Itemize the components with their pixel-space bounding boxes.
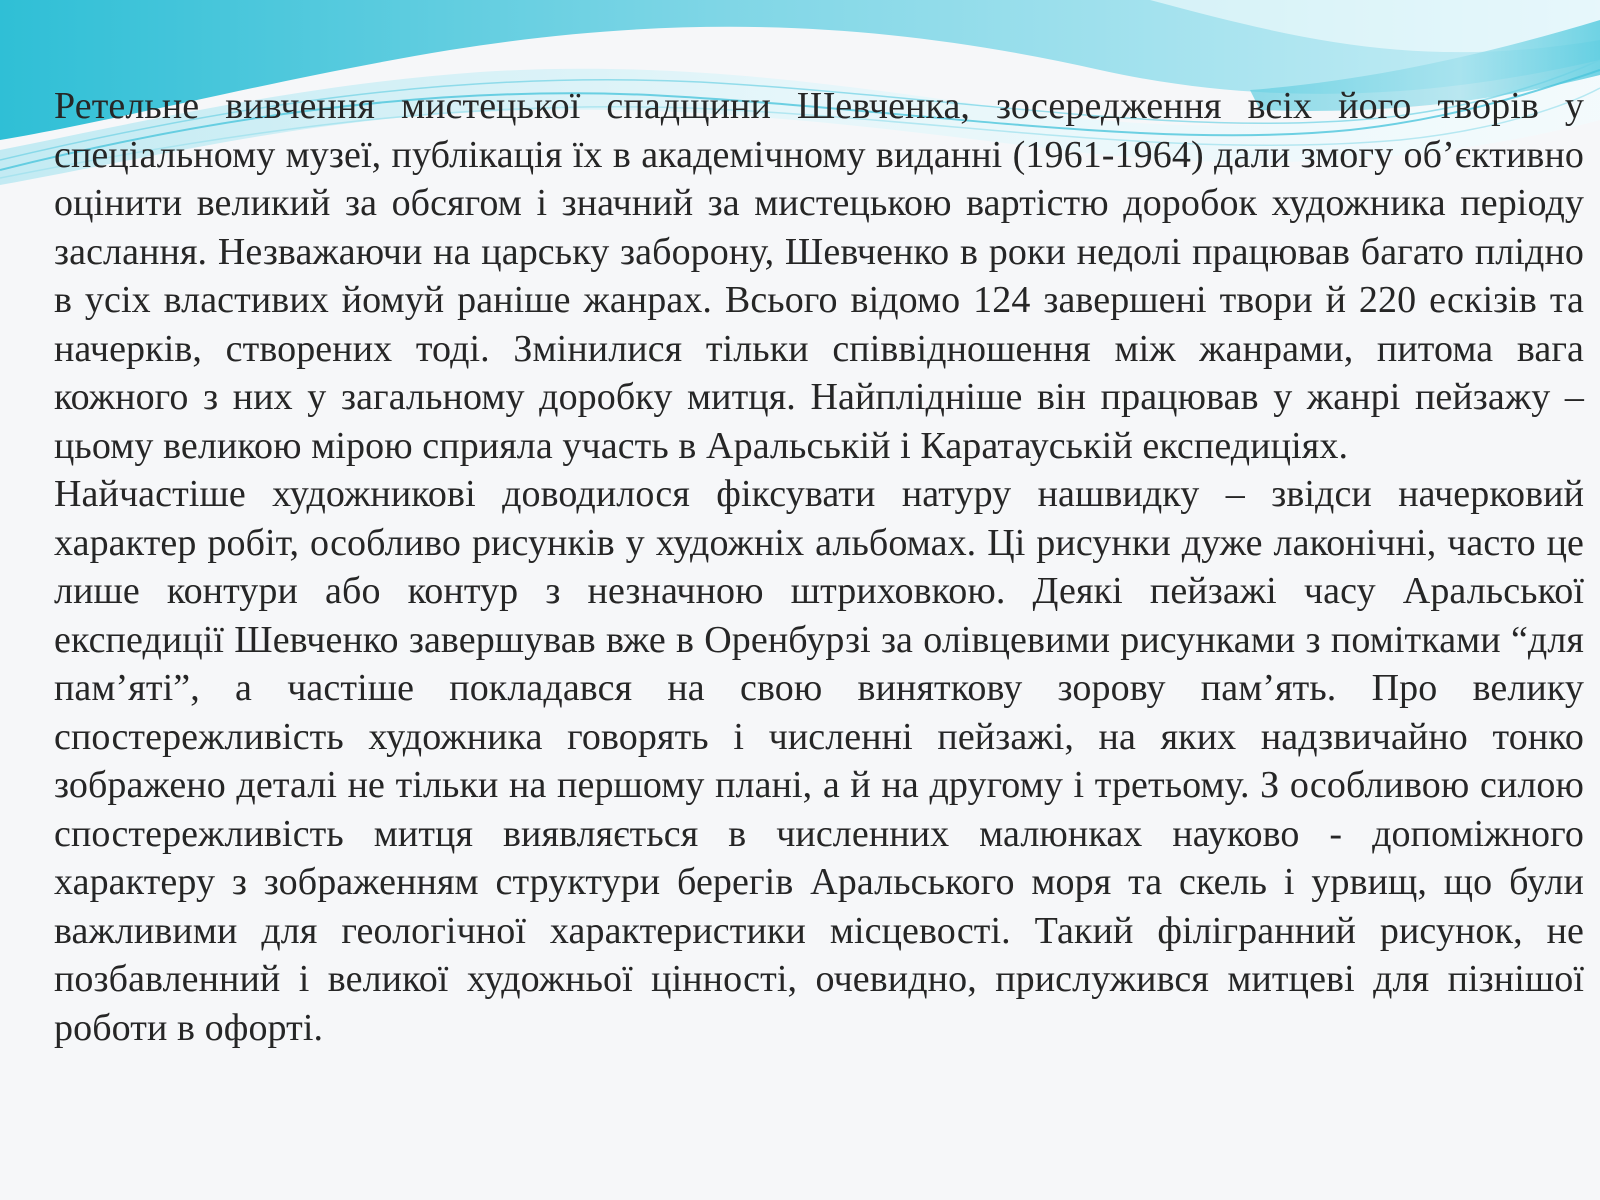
body-text — [54, 82, 1584, 1052]
paragraph-2: Найчастіше художникові доводилося фіксувати натуру нашвидку – звідси начерковий характер робіт, особливо рисунків у художніх альбомах. Ці рисунки дуже лаконічні, часто це лише контури або контур з незначною штриховкою. Деякі пейзажі часу Аральської експедиції Шевченко завершував вже в Оренбурзі за олівцевими рисунками з помітками “для пам’яті”, а частіше покладався на свою виняткову зорову пам’ять. Про велику спостережливість художника говорять і численні пейзажі, на яких надзвичайно тонко зображено деталі не тільки на першому плані, а й на другому і третьому. З особливою силою спостережливість митця виявляється в численних малюнках науково - допоміжного характеру з зображенням структури берегів Аральського моря та скель і урвищ, що були важливими для геологічної характеристики місцевості. Такий філігранний рисунок, не позбавленний і великої художньої цінності, очевидно, прислужився митцеві для пізнішої роботи в офорті. — [54, 473, 1584, 1049]
paragraph-1: Ретельне вивчення мистецької спадщини Шевченка, зосередження всіх його творів у спеціальному музеї, публікація їх в академічному виданні (1961-1964) дали змогу об’єктивно оцінити великий за обсягом і значний за мистецькою вартістю доробок художника періоду заслання. Незважаючи на царську заборону, Шевченко в роки недолі працював багато плідно в усіх властивих йомуй раніше жанрах. Всього відомо 124 завершені твори й 220 ескізів та начерків, створених тоді. Змінилися тільки співвідношення між жанрами, питома вага кожного з них у загальному доробку митця. Найплідніше він працював у жанрі пейзажу – цьому великою мірою сприяла участь в Аральській і Каратауській експедиціях. — [54, 85, 1584, 467]
